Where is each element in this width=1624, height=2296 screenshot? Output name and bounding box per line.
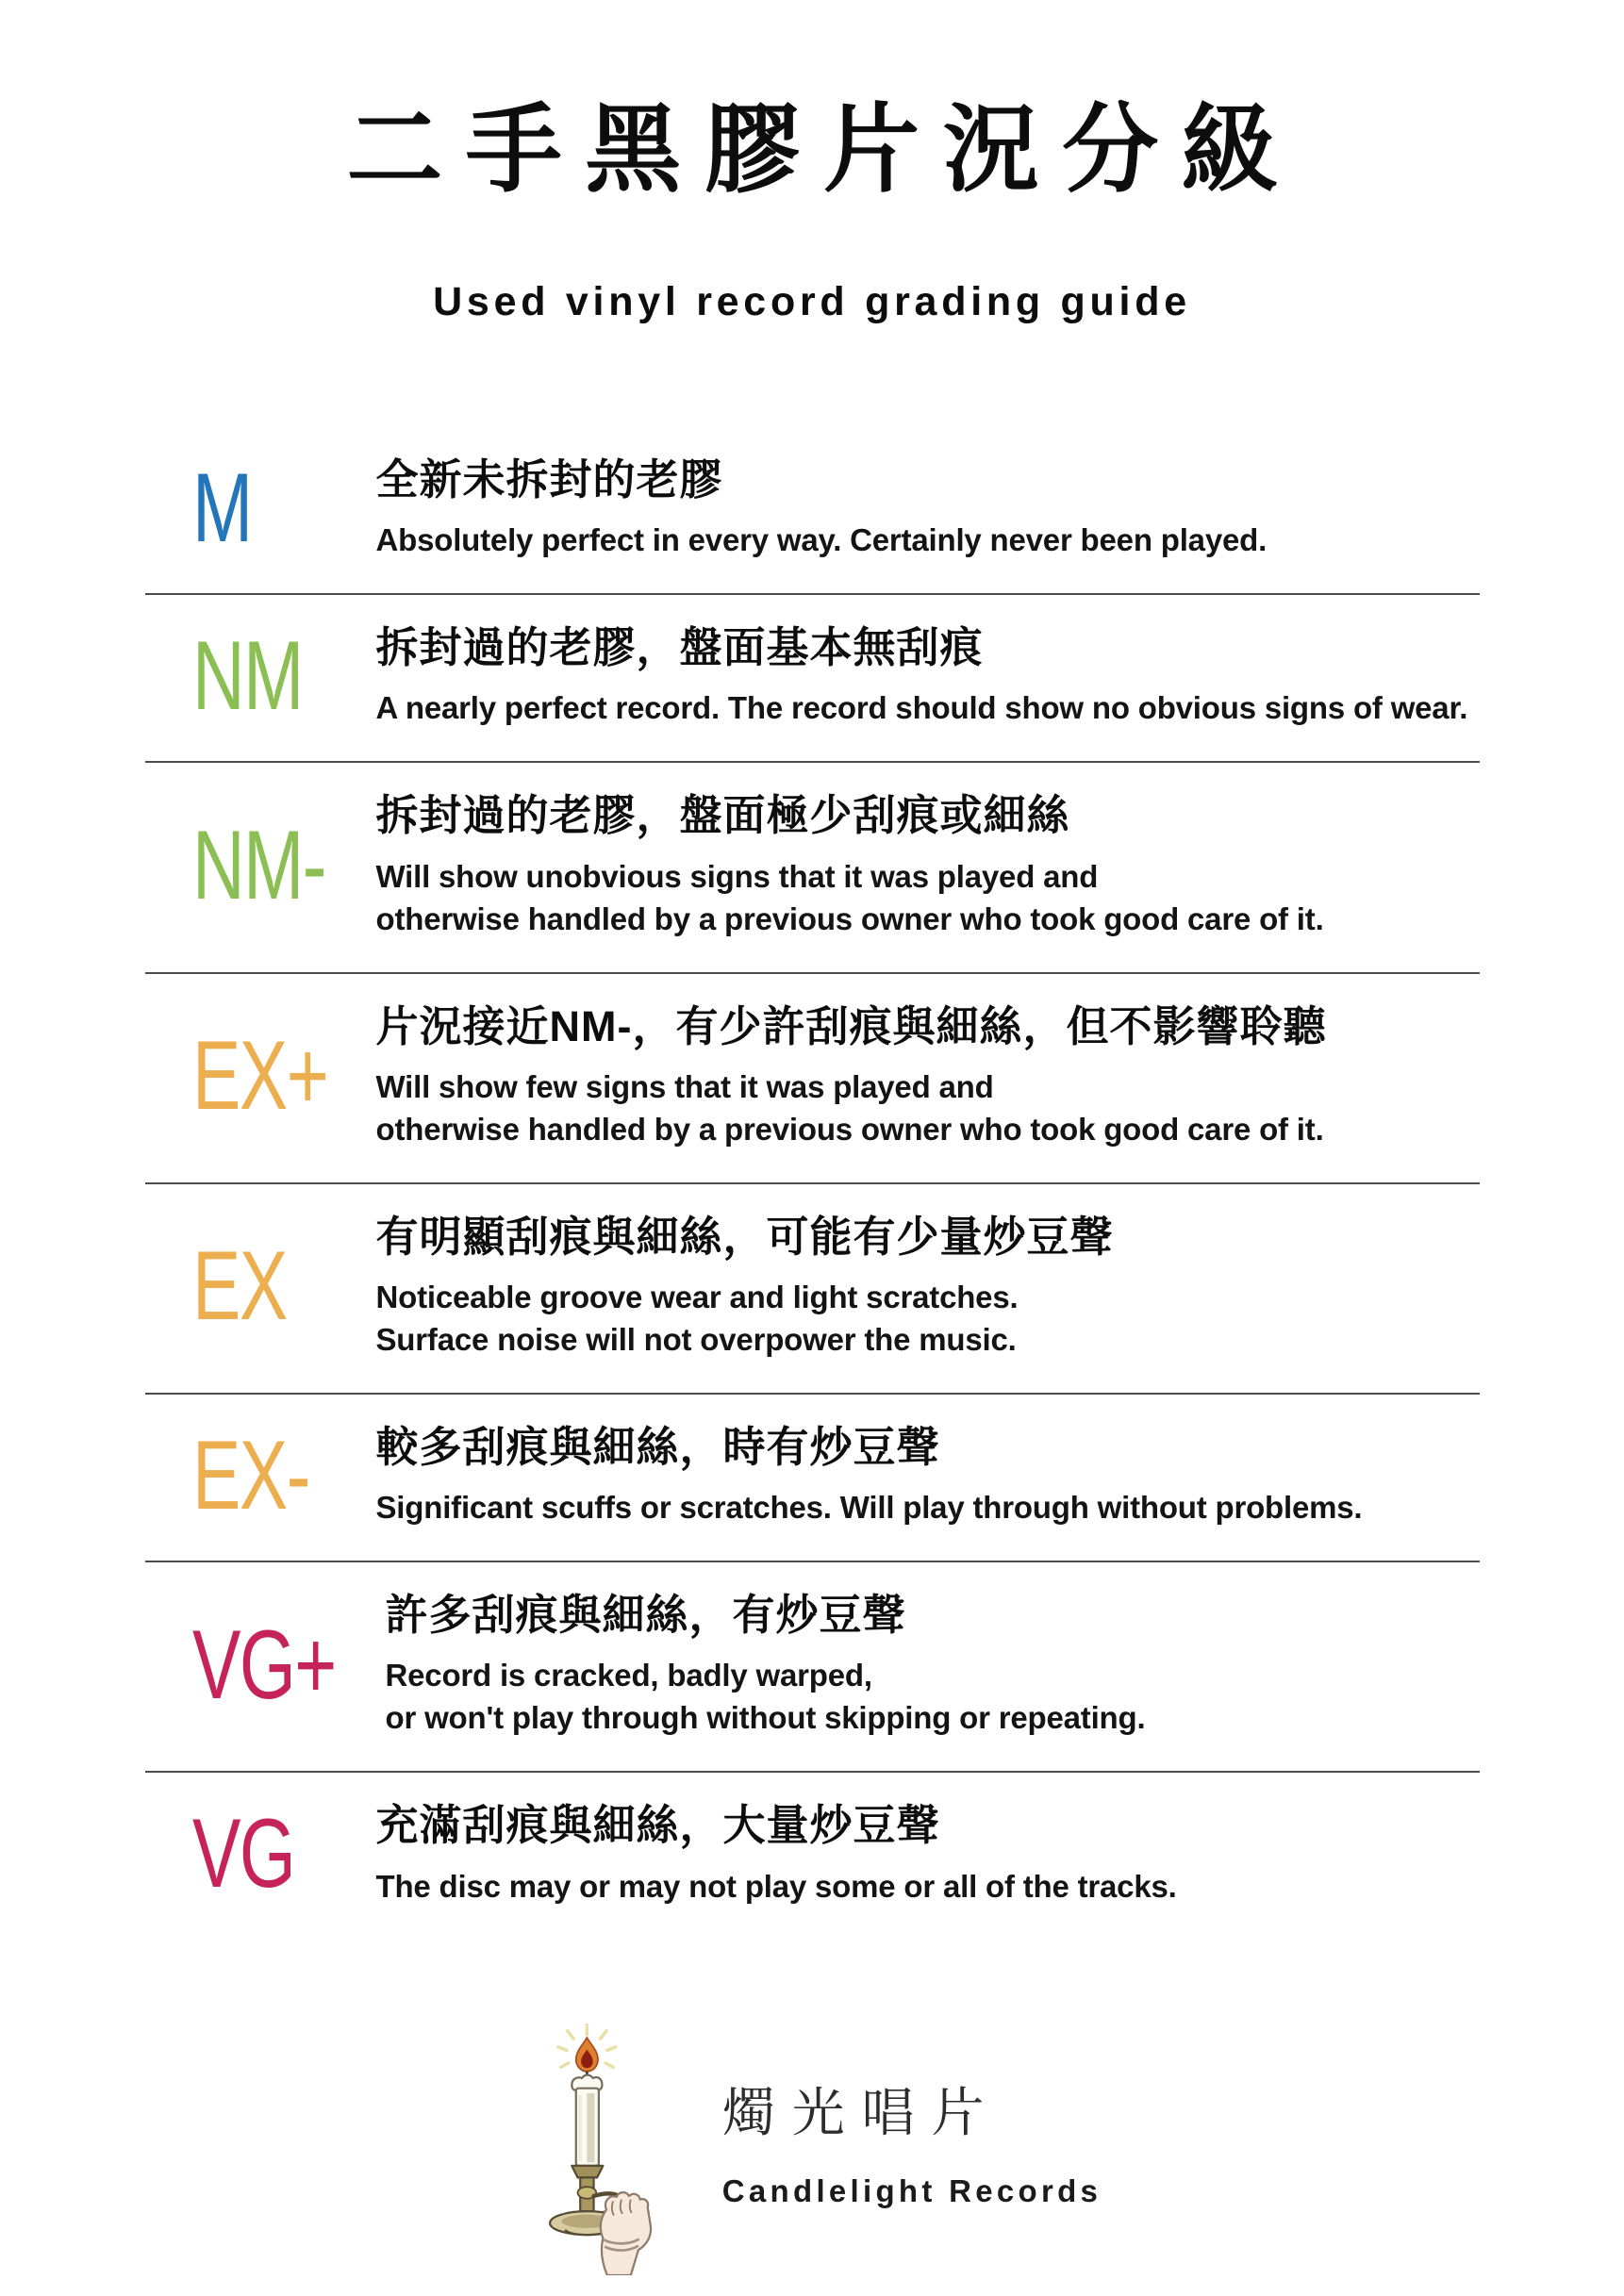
grade-row-ex-minus [145,1393,1480,1561]
grade-desc-en: Absolutely perfect in every way. Certainly never been played. [375,522,1268,558]
grade-title-zh: 全新未拆封的老膠 [375,455,723,504]
grade-row-nm-minus [145,761,1480,971]
grade-code: VG [191,1799,294,1909]
grade-row-ex-plus [145,972,1480,1182]
grade-code: NM- [191,810,325,920]
grade-desc-en: The disc may or may not play some or all of the tracks. [375,1868,1177,1904]
grades-table [145,427,1480,1940]
grade-row-nm [145,593,1480,761]
poster-header [0,0,1624,325]
grade-code: EX- [191,1421,309,1531]
grade-row-ex [145,1182,1480,1393]
grade-title-zh: 拆封過的老膠，盤面基本無刮痕 [375,623,984,672]
grade-row-m [145,427,1480,593]
grade-title-zh: 有明顯刮痕與細絲，可能有少量炒豆聲 [375,1212,1114,1261]
grade-desc-en: A nearly perfect record. The record should show no obvious signs of wear. [375,690,1468,726]
grade-desc-en: Noticeable groove wear and light scratches. Surface noise will not overpower the music. [375,1279,1019,1357]
grade-title-zh: 充滿刮痕與細絲，大量炒豆聲 [375,1801,940,1850]
brand-name-zh: 燭光唱片 [721,2082,1002,2142]
grade-title-zh: 較多刮痕與細絲，時有炒豆聲 [375,1422,940,1471]
candle-icon [522,2023,673,2275]
grade-desc-en: Will show unobvious signs that it was played and otherwise handled by a previous owner who took good care of it. [375,858,1324,936]
page-title: 二手黑膠片況分級 [346,96,1301,204]
grade-code: EX [191,1231,287,1342]
grade-desc-en: Record is cracked, badly warped, or won't play through without skipping or repeating. [385,1658,1146,1736]
grade-title-zh: 許多刮痕與細絲，有炒豆聲 [385,1591,906,1640]
grade-title-zh: 拆封過的老膠，盤面極少刮痕或細絲 [375,791,1070,840]
grade-code: EX+ [191,1021,327,1131]
brand-footer [0,2023,1624,2280]
grade-code: NM [191,621,303,732]
grade-title-zh: 片況接近NM-，有少許刮痕與細絲，但不影響聆聽 [375,1001,1327,1050]
brand-name-en: Candlelight Records [721,2172,1102,2208]
grade-desc-en: Will show few signs that it was played and otherwise handled by a previous owner who took good care of it. [375,1068,1324,1147]
grade-code: VG+ [191,1610,336,1720]
grade-code: M [191,454,252,564]
grade-desc-en: Significant scuffs or scratches. Will play through without problems. [375,1490,1363,1526]
page-subtitle: Used vinyl record grading guide [433,279,1191,324]
grade-row-vg [145,1771,1480,1939]
grade-row-vg-plus [145,1561,1480,1771]
